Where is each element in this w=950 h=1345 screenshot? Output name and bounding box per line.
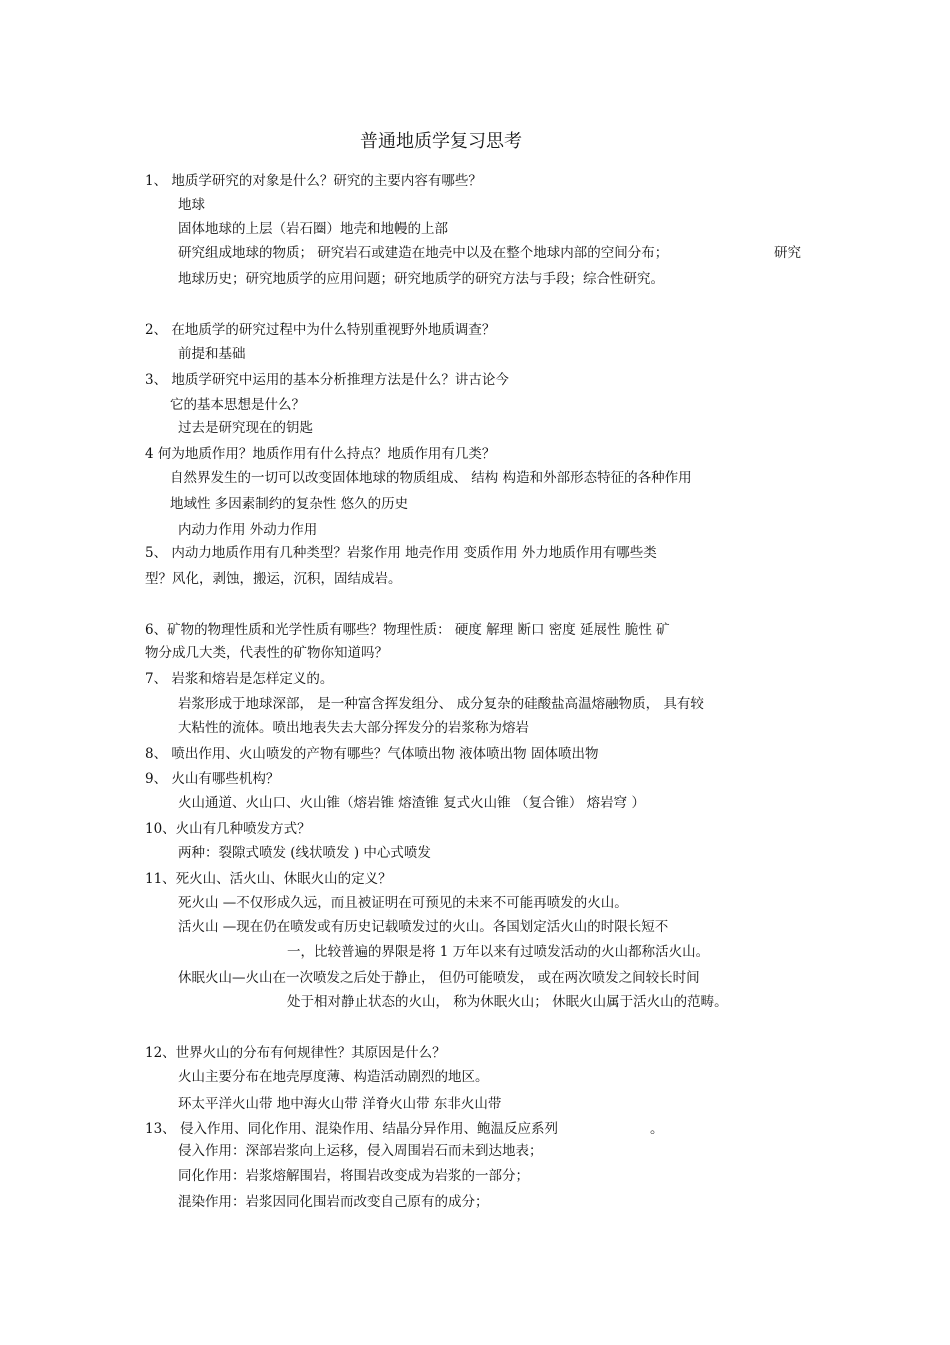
- answer-line: 研究: [774, 245, 801, 261]
- question-9: 9、 火山有哪些机构？: [145, 771, 280, 787]
- answer-line: 环太平洋火山带 地中海火山带 洋脊火山带 东非火山带: [178, 1096, 502, 1112]
- answer-line: 活火山 —现在仍在喷发或有历史记载喷发过的火山。各国划定活火山的时限长短不: [178, 919, 669, 935]
- answer-line: 岩浆形成于地球深部， 是一种富含挥发组分、 成分复杂的硅酸盐高温熔融物质， 具有较: [178, 696, 704, 712]
- answer-line: 死火山 —不仅形成久远，而且被证明在可预见的未来不可能再喷发的火山。: [178, 895, 628, 911]
- question-8: 8、 喷出作用、火山喷发的产物有哪些？气体喷出物 液体喷出物 固体喷出物: [145, 746, 599, 762]
- answer-line: 地球历史；研究地质学的应用问题；研究地质学的研究方法与手段；综合性研究。: [178, 271, 664, 287]
- answer-line: 火山主要分布在地壳厚度薄、构造活动剧烈的地区。: [178, 1069, 489, 1085]
- question-12: 12、世界火山的分布有何规律性？其原因是什么？: [145, 1045, 446, 1061]
- question-line: 。: [650, 1121, 664, 1137]
- question-5: 5、 内动力地质作用有几种类型？岩浆作用 地壳作用 变质作用 外力地质作用有哪些类: [145, 545, 657, 561]
- answer-line: 大粘性的流体。喷出地表失去大部分挥发分的岩浆称为熔岩: [178, 720, 529, 736]
- question-1: 1、 地质学研究的对象是什么？研究的主要内容有哪些？: [145, 173, 482, 189]
- answer-line: 研究组成地球的物质； 研究岩石或建造在地壳中以及在整个地球内部的空间分布；: [178, 245, 669, 261]
- answer-line: 两种：裂隙式喷发 (线状喷发 ) 中心式喷发: [178, 845, 431, 861]
- answer-line: 前提和基础: [178, 346, 246, 362]
- answer-line: 地球: [178, 197, 205, 213]
- answer-line: 自然界发生的一切可以改变固体地球的物质组成、 结构 构造和外部形态特征的各种作用: [170, 470, 692, 486]
- question-line: 它的基本思想是什么？: [170, 397, 305, 413]
- question-11: 11、死火山、活火山、休眠火山的定义？: [145, 871, 392, 887]
- question-6: 6、矿物的物理性质和光学性质有哪些？物理性质： 硬度 解理 断口 密度 延展性 脆性 矿: [145, 622, 670, 638]
- answer-line: 固体地球的上层（岩石圈）地壳和地幔的上部: [178, 221, 448, 237]
- answer-line: 地域性 多因素制约的复杂性 悠久的历史: [170, 496, 409, 512]
- question-7: 7、 岩浆和熔岩是怎样定义的。: [145, 671, 334, 687]
- question-13: 13、 侵入作用、同化作用、混染作用、结晶分异作用、鲍温反应系列: [145, 1121, 558, 1137]
- answer-line: 过去是研究现在的钥匙: [178, 420, 313, 436]
- question-line: 型？风化，剥蚀，搬运，沉积，固结成岩。: [145, 571, 402, 587]
- question-4: 4 何为地质作用？地质作用有什么持点？地质作用有几类？: [145, 446, 496, 462]
- answer-line: 同化作用：岩浆熔解围岩，将围岩改变成为岩浆的一部分；: [178, 1168, 529, 1184]
- answer-line: 火山通道、火山口、火山锥（熔岩锥 熔渣锥 复式火山锥 （复合锥） 熔岩穹 ）: [178, 795, 645, 811]
- question-line: 物分成几大类，代表性的矿物你知道吗？: [145, 645, 388, 661]
- answer-line: 休眠火山—火山在一次喷发之后处于静止， 但仍可能喷发， 或在两次喷发之间较长时间: [178, 970, 700, 986]
- question-2: 2、 在地质学的研究过程中为什么特别重视野外地质调查？: [145, 322, 496, 338]
- document-title: 普通地质学复习思考: [360, 131, 522, 152]
- question-10: 10、火山有几种喷发方式？: [145, 821, 311, 837]
- answer-line: 处于相对静止状态的火山， 称为休眠火山； 休眠火山属于活火山的范畴。: [287, 994, 728, 1010]
- answer-line: 混染作用：岩浆因同化围岩而改变自己原有的成分；: [178, 1194, 489, 1210]
- answer-line: 一，比较普遍的界限是将 1 万年以来有过喷发活动的火山都称活火山。: [287, 944, 710, 960]
- question-3: 3、 地质学研究中运用的基本分析推理方法是什么？讲古论今: [145, 372, 509, 388]
- answer-line: 内动力作用 外动力作用: [178, 522, 318, 538]
- answer-line: 侵入作用：深部岩浆向上运移，侵入周围岩石而未到达地表；: [178, 1143, 543, 1159]
